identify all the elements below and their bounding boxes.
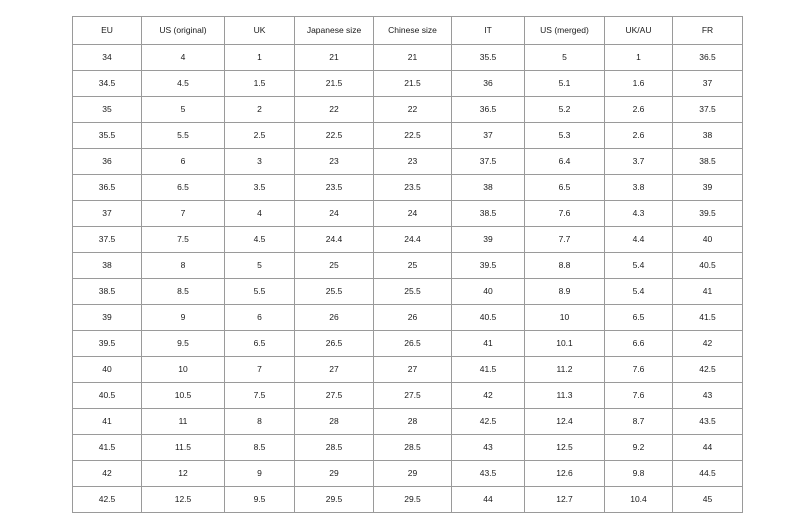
table-cell: 7.7 bbox=[525, 227, 605, 253]
table-cell: 1.6 bbox=[605, 71, 673, 97]
table-cell: 26 bbox=[295, 305, 374, 331]
table-cell: 12.4 bbox=[525, 409, 605, 435]
table-cell: 38.5 bbox=[73, 279, 142, 305]
table-cell: 22.5 bbox=[374, 123, 452, 149]
table-cell: 29 bbox=[295, 461, 374, 487]
table-cell: 39 bbox=[673, 175, 743, 201]
table-cell: 6 bbox=[225, 305, 295, 331]
table-cell: 10.5 bbox=[142, 383, 225, 409]
table-cell: 8.9 bbox=[525, 279, 605, 305]
table-cell: 12 bbox=[142, 461, 225, 487]
size-conversion-table-wrap bbox=[72, 16, 722, 513]
table-cell: 41 bbox=[73, 409, 142, 435]
table-cell: 28 bbox=[295, 409, 374, 435]
table-row bbox=[73, 305, 743, 331]
table-row bbox=[73, 149, 743, 175]
table-cell: 8.8 bbox=[525, 253, 605, 279]
table-header-row bbox=[73, 17, 743, 45]
table-cell: 36.5 bbox=[452, 97, 525, 123]
table-cell: 5 bbox=[525, 45, 605, 71]
table-cell: 8.7 bbox=[605, 409, 673, 435]
table-cell: 10.1 bbox=[525, 331, 605, 357]
table-cell: 12.5 bbox=[525, 435, 605, 461]
table-cell: 25.5 bbox=[295, 279, 374, 305]
table-row bbox=[73, 409, 743, 435]
table-row bbox=[73, 331, 743, 357]
table-cell: 9.8 bbox=[605, 461, 673, 487]
table-cell: 37.5 bbox=[73, 227, 142, 253]
table-cell: 43 bbox=[452, 435, 525, 461]
table-cell: 37 bbox=[452, 123, 525, 149]
table-cell: 11.3 bbox=[525, 383, 605, 409]
table-cell: 38 bbox=[452, 175, 525, 201]
table-row bbox=[73, 383, 743, 409]
table-cell: 9.5 bbox=[142, 331, 225, 357]
table-cell: 37.5 bbox=[452, 149, 525, 175]
table-cell: 12.5 bbox=[142, 487, 225, 513]
table-cell: 40.5 bbox=[73, 383, 142, 409]
table-row bbox=[73, 461, 743, 487]
table-cell: 5 bbox=[225, 253, 295, 279]
table-cell: 36 bbox=[452, 71, 525, 97]
table-cell: 34.5 bbox=[73, 71, 142, 97]
table-cell: 5.1 bbox=[525, 71, 605, 97]
table-row bbox=[73, 71, 743, 97]
table-cell: 6.6 bbox=[605, 331, 673, 357]
table-cell: 5.5 bbox=[142, 123, 225, 149]
table-cell: 29.5 bbox=[295, 487, 374, 513]
table-cell: 6.5 bbox=[525, 175, 605, 201]
table-row bbox=[73, 45, 743, 71]
table-cell: 37 bbox=[673, 71, 743, 97]
table-cell: 23 bbox=[374, 149, 452, 175]
table-cell: 22 bbox=[295, 97, 374, 123]
table-cell: 41.5 bbox=[673, 305, 743, 331]
table-cell: 9 bbox=[142, 305, 225, 331]
table-cell: 45 bbox=[673, 487, 743, 513]
table-cell: 25 bbox=[295, 253, 374, 279]
table-cell: 12.6 bbox=[525, 461, 605, 487]
table-cell: 7.6 bbox=[605, 357, 673, 383]
table-row bbox=[73, 253, 743, 279]
table-cell: 8 bbox=[142, 253, 225, 279]
table-cell: 28.5 bbox=[374, 435, 452, 461]
table-cell: 5.3 bbox=[525, 123, 605, 149]
table-cell: 40.5 bbox=[673, 253, 743, 279]
table-cell: 44.5 bbox=[673, 461, 743, 487]
table-cell: 4.5 bbox=[142, 71, 225, 97]
table-header bbox=[73, 17, 743, 45]
table-cell: 7.6 bbox=[605, 383, 673, 409]
table-cell: 8.5 bbox=[142, 279, 225, 305]
table-cell: 40 bbox=[673, 227, 743, 253]
table-cell: 35 bbox=[73, 97, 142, 123]
table-cell: 6 bbox=[142, 149, 225, 175]
table-cell: 23 bbox=[295, 149, 374, 175]
table-cell: 25.5 bbox=[374, 279, 452, 305]
table-cell: 21.5 bbox=[295, 71, 374, 97]
table-cell: 21 bbox=[374, 45, 452, 71]
table-cell: 42.5 bbox=[452, 409, 525, 435]
column-header: EU bbox=[73, 17, 142, 45]
table-cell: 5.2 bbox=[525, 97, 605, 123]
table-cell: 6.5 bbox=[605, 305, 673, 331]
table-cell: 39.5 bbox=[73, 331, 142, 357]
table-cell: 28.5 bbox=[295, 435, 374, 461]
table-cell: 24 bbox=[374, 201, 452, 227]
table-cell: 7.5 bbox=[142, 227, 225, 253]
table-cell: 3.8 bbox=[605, 175, 673, 201]
table-cell: 1 bbox=[605, 45, 673, 71]
table-cell: 11.5 bbox=[142, 435, 225, 461]
table-cell: 41.5 bbox=[452, 357, 525, 383]
table-cell: 38.5 bbox=[673, 149, 743, 175]
table-cell: 9.2 bbox=[605, 435, 673, 461]
table-cell: 38 bbox=[673, 123, 743, 149]
table-cell: 10 bbox=[142, 357, 225, 383]
table-cell: 22 bbox=[374, 97, 452, 123]
table-cell: 10.4 bbox=[605, 487, 673, 513]
table-cell: 39 bbox=[452, 227, 525, 253]
table-cell: 1.5 bbox=[225, 71, 295, 97]
table-cell: 2 bbox=[225, 97, 295, 123]
table-cell: 26 bbox=[374, 305, 452, 331]
table-row bbox=[73, 175, 743, 201]
table-cell: 2.6 bbox=[605, 123, 673, 149]
table-cell: 22.5 bbox=[295, 123, 374, 149]
table-cell: 43 bbox=[673, 383, 743, 409]
table-cell: 35.5 bbox=[73, 123, 142, 149]
table-cell: 4.3 bbox=[605, 201, 673, 227]
table-cell: 23.5 bbox=[374, 175, 452, 201]
table-cell: 3 bbox=[225, 149, 295, 175]
column-header: US (original) bbox=[142, 17, 225, 45]
column-header: UK/AU bbox=[605, 17, 673, 45]
table-row bbox=[73, 123, 743, 149]
column-header: Japanese size bbox=[295, 17, 374, 45]
table-cell: 5.5 bbox=[225, 279, 295, 305]
column-header: UK bbox=[225, 17, 295, 45]
table-cell: 41.5 bbox=[73, 435, 142, 461]
table-cell: 27 bbox=[295, 357, 374, 383]
table-cell: 44 bbox=[673, 435, 743, 461]
table-cell: 21 bbox=[295, 45, 374, 71]
table-cell: 42.5 bbox=[73, 487, 142, 513]
table-cell: 39.5 bbox=[452, 253, 525, 279]
table-body bbox=[73, 45, 743, 513]
table-cell: 42 bbox=[673, 331, 743, 357]
table-cell: 40.5 bbox=[452, 305, 525, 331]
table-cell: 29.5 bbox=[374, 487, 452, 513]
table-cell: 5.4 bbox=[605, 253, 673, 279]
table-cell: 4.5 bbox=[225, 227, 295, 253]
table-cell: 1 bbox=[225, 45, 295, 71]
table-cell: 5 bbox=[142, 97, 225, 123]
table-cell: 24 bbox=[295, 201, 374, 227]
table-cell: 27.5 bbox=[374, 383, 452, 409]
table-cell: 11 bbox=[142, 409, 225, 435]
table-cell: 42 bbox=[452, 383, 525, 409]
table-cell: 5.4 bbox=[605, 279, 673, 305]
column-header: FR bbox=[673, 17, 743, 45]
table-cell: 40 bbox=[452, 279, 525, 305]
table-cell: 27.5 bbox=[295, 383, 374, 409]
table-cell: 4 bbox=[142, 45, 225, 71]
table-cell: 4.4 bbox=[605, 227, 673, 253]
table-cell: 36.5 bbox=[673, 45, 743, 71]
table-cell: 43.5 bbox=[452, 461, 525, 487]
table-cell: 12.7 bbox=[525, 487, 605, 513]
table-cell: 7.6 bbox=[525, 201, 605, 227]
table-cell: 27 bbox=[374, 357, 452, 383]
table-row bbox=[73, 201, 743, 227]
table-cell: 26.5 bbox=[295, 331, 374, 357]
table-cell: 10 bbox=[525, 305, 605, 331]
table-row bbox=[73, 227, 743, 253]
table-cell: 8.5 bbox=[225, 435, 295, 461]
table-cell: 35.5 bbox=[452, 45, 525, 71]
table-cell: 3.7 bbox=[605, 149, 673, 175]
size-conversion-table bbox=[72, 16, 743, 513]
table-cell: 7 bbox=[142, 201, 225, 227]
table-cell: 9.5 bbox=[225, 487, 295, 513]
table-cell: 24.4 bbox=[374, 227, 452, 253]
table-cell: 2.5 bbox=[225, 123, 295, 149]
table-cell: 3.5 bbox=[225, 175, 295, 201]
table-cell: 36 bbox=[73, 149, 142, 175]
table-row bbox=[73, 487, 743, 513]
table-cell: 25 bbox=[374, 253, 452, 279]
table-row bbox=[73, 435, 743, 461]
table-cell: 11.2 bbox=[525, 357, 605, 383]
table-cell: 28 bbox=[374, 409, 452, 435]
table-cell: 41 bbox=[452, 331, 525, 357]
table-row bbox=[73, 357, 743, 383]
table-cell: 41 bbox=[673, 279, 743, 305]
column-header: IT bbox=[452, 17, 525, 45]
table-row bbox=[73, 279, 743, 305]
table-cell: 40 bbox=[73, 357, 142, 383]
table-cell: 34 bbox=[73, 45, 142, 71]
table-row bbox=[73, 97, 743, 123]
table-cell: 38 bbox=[73, 253, 142, 279]
table-cell: 6.4 bbox=[525, 149, 605, 175]
table-cell: 9 bbox=[225, 461, 295, 487]
table-cell: 36.5 bbox=[73, 175, 142, 201]
table-cell: 23.5 bbox=[295, 175, 374, 201]
table-cell: 39 bbox=[73, 305, 142, 331]
column-header: Chinese size bbox=[374, 17, 452, 45]
table-cell: 42.5 bbox=[673, 357, 743, 383]
table-cell: 24.4 bbox=[295, 227, 374, 253]
column-header: US (merged) bbox=[525, 17, 605, 45]
table-cell: 6.5 bbox=[225, 331, 295, 357]
table-cell: 26.5 bbox=[374, 331, 452, 357]
table-cell: 37 bbox=[73, 201, 142, 227]
table-cell: 38.5 bbox=[452, 201, 525, 227]
table-cell: 7.5 bbox=[225, 383, 295, 409]
table-cell: 39.5 bbox=[673, 201, 743, 227]
table-cell: 21.5 bbox=[374, 71, 452, 97]
table-cell: 29 bbox=[374, 461, 452, 487]
table-cell: 42 bbox=[73, 461, 142, 487]
table-cell: 43.5 bbox=[673, 409, 743, 435]
table-cell: 37.5 bbox=[673, 97, 743, 123]
table-cell: 2.6 bbox=[605, 97, 673, 123]
table-cell: 8 bbox=[225, 409, 295, 435]
table-cell: 44 bbox=[452, 487, 525, 513]
table-cell: 4 bbox=[225, 201, 295, 227]
table-cell: 7 bbox=[225, 357, 295, 383]
table-cell: 6.5 bbox=[142, 175, 225, 201]
